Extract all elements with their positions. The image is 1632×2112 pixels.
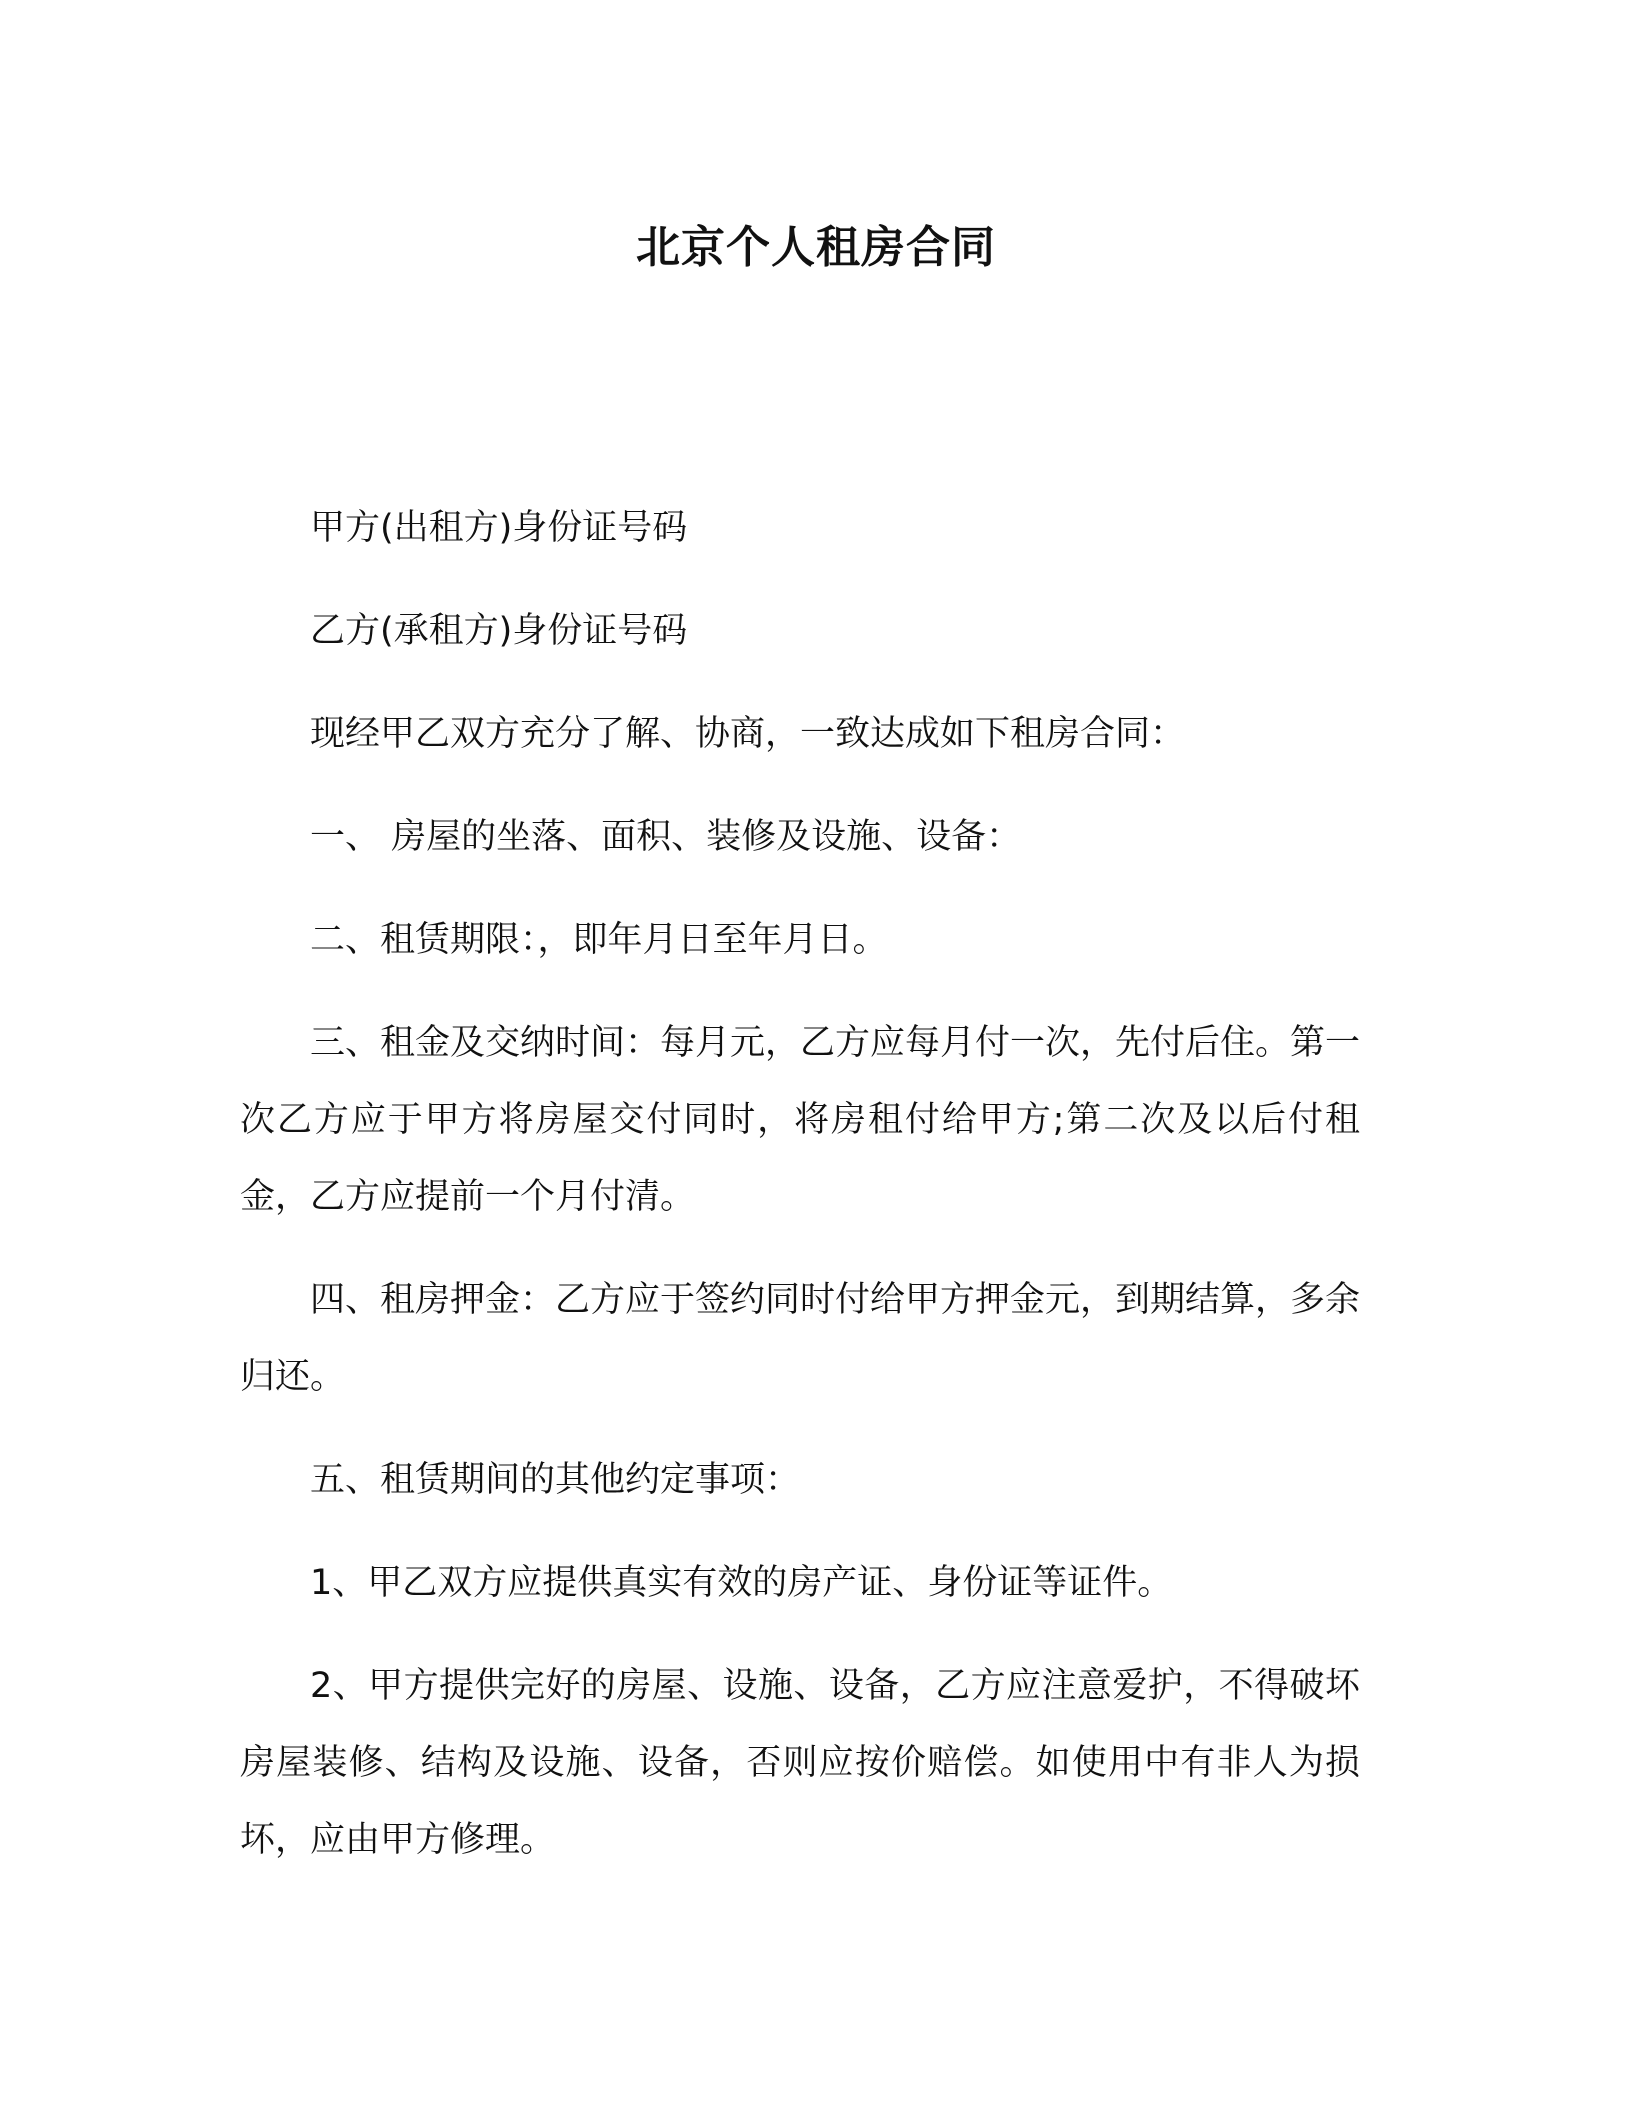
document-body [240, 490, 1360, 1905]
paragraph-item-1: 1、甲乙双方应提供真实有效的房产证、身份证等证件。 [310, 1563, 1173, 1603]
paragraph-preamble: 现经甲乙双方充分了解、协商，一致达成如下租房合同： [310, 714, 1186, 754]
paragraph-clause-4: 四、租房押金：乙方应于签约同时付给甲方押金元，到期结算，多余归还。 [240, 1280, 1361, 1397]
document-title: 北京个人租房合同 [636, 222, 996, 273]
paragraph-clause-2: 二、租赁期限：，即年月日至年月日。 [310, 920, 888, 960]
paragraph-clause-1: 一、 房屋的坐落、面积、装修及设施、设备： [310, 817, 1022, 857]
paragraph-clause-5: 五、租赁期间的其他约定事项： [310, 1460, 801, 1500]
paragraph-clause-3: 三、租金及交纳时间：每月元，乙方应每月付一次，先付后住。第一次乙方应于甲方将房屋交付同时，将房租付给甲方;第二次及以后付租金，乙方应提前一个月付清。 [240, 1023, 1361, 1217]
paragraph-party-a: 甲方(出租方)身份证号码 [310, 508, 688, 548]
paragraph-party-b: 乙方(承租方)身份证号码 [310, 611, 688, 651]
paragraph-item-2: 2、甲方提供完好的房屋、设施、设备，乙方应注意爱护，不得破坏房屋装修、结构及设施、设备，否则应按价赔偿。如使用中有非人为损坏，应由甲方修理。 [240, 1666, 1360, 1860]
